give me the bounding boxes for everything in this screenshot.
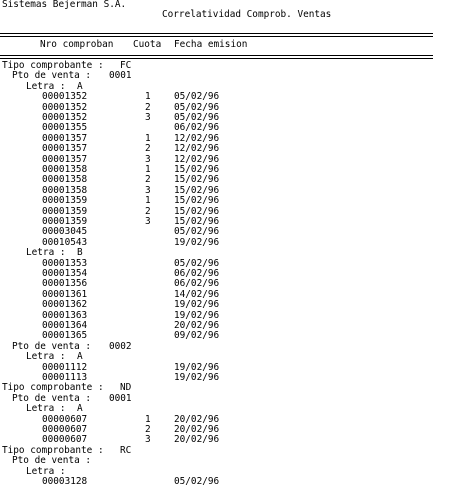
nro-comprobante-cell: 00001352: [42, 112, 88, 123]
fecha-emision-cell: 15/02/96: [174, 195, 220, 207]
letra-label: Letra :: [26, 403, 66, 415]
nro-comprobante-cell: 00001352: [42, 101, 88, 113]
nro-comprobante-cell: 00000607: [42, 434, 88, 446]
cuota-cell: 2: [145, 174, 151, 186]
column-header-nro: Nro comproban: [40, 39, 114, 50]
report-title: Correlatividad Comprob. Ventas: [162, 9, 332, 20]
cuota-cell: 1: [145, 91, 151, 103]
cuota-cell: 1: [145, 132, 151, 144]
fecha-emision-cell: 06/02/96: [174, 268, 220, 279]
fecha-emision-cell: 15/02/96: [174, 174, 220, 186]
fecha-emision-cell: 14/02/96: [174, 288, 220, 300]
fecha-emision-cell: 06/02/96: [174, 278, 220, 290]
pto-venta-label: Pto de venta :: [12, 392, 92, 404]
header-rule-bottom-2: [0, 58, 433, 59]
nro-comprobante-cell: 00001355: [42, 122, 88, 134]
nro-comprobante-cell: 00003128: [42, 476, 88, 487]
nro-comprobante-cell: 00001362: [42, 299, 88, 311]
fecha-emision-cell: 12/02/96: [174, 143, 220, 155]
letra-label: Letra :: [26, 247, 66, 259]
nro-comprobante-cell: 00001112: [42, 361, 88, 373]
nro-comprobante-cell: 00001354: [42, 268, 88, 279]
fecha-emision-cell: 15/02/96: [174, 216, 220, 227]
nro-comprobante-cell: 00001357: [42, 153, 88, 165]
cuota-cell: 2: [145, 424, 151, 435]
nro-comprobante-cell: 00001358: [42, 164, 88, 175]
letra-label: Letra :: [26, 80, 66, 92]
header-rule-top: [0, 33, 433, 34]
column-header-cuota: Cuota: [133, 39, 162, 50]
nro-comprobante-cell: 00000607: [42, 413, 88, 425]
cuota-cell: 2: [145, 205, 151, 217]
nro-comprobante-cell: 00001358: [42, 184, 88, 196]
cuota-cell: 3: [145, 112, 151, 123]
cuota-cell: 1: [145, 195, 151, 207]
nro-comprobante-cell: 00001357: [42, 143, 88, 155]
fecha-emision-cell: 05/02/96: [174, 91, 220, 103]
fecha-emision-cell: 05/02/96: [174, 112, 220, 123]
fecha-emision-cell: 19/02/96: [174, 309, 220, 321]
nro-comprobante-cell: 00001359: [42, 216, 88, 227]
nro-comprobante-cell: 00001361: [42, 288, 88, 300]
cuota-cell: 2: [145, 143, 151, 155]
nro-comprobante-cell: 00001357: [42, 132, 88, 144]
header-rule-bottom: [0, 55, 433, 56]
tipo-comprobante-value: FC: [120, 60, 132, 71]
tipo-comprobante-value: ND: [120, 382, 132, 394]
fecha-emision-cell: 12/02/96: [174, 132, 220, 144]
nro-comprobante-cell: 00001352: [42, 91, 88, 103]
nro-comprobante-cell: 00001359: [42, 195, 88, 207]
pto-venta-label: Pto de venta :: [12, 455, 92, 467]
nro-comprobante-cell: 00001356: [42, 278, 88, 290]
fecha-emision-cell: 15/02/96: [174, 205, 220, 217]
nro-comprobante-cell: 00000607: [42, 424, 88, 435]
pto-venta-value: 0001: [109, 70, 132, 82]
letra-label: Letra :: [26, 351, 66, 363]
fecha-emision-cell: 05/02/96: [174, 101, 220, 113]
nro-comprobante-cell: 00001364: [42, 320, 88, 331]
fecha-emision-cell: 05/02/96: [174, 226, 220, 238]
letra-value: A: [77, 403, 83, 415]
fecha-emision-cell: 20/02/96: [174, 434, 220, 446]
tipo-comprobante-label: Tipo comprobante :: [2, 444, 104, 456]
letra-label: Letra :: [26, 465, 66, 477]
fecha-emision-cell: 15/02/96: [174, 184, 220, 196]
nro-comprobante-cell: 00003045: [42, 226, 88, 238]
pto-venta-value: 0002: [109, 340, 132, 352]
nro-comprobante-cell: 00001365: [42, 330, 88, 342]
nro-comprobante-cell: 00001363: [42, 309, 88, 321]
column-header-fecha: Fecha emision: [174, 39, 248, 50]
tipo-comprobante-label: Tipo comprobante :: [2, 60, 104, 71]
letra-value: A: [77, 80, 83, 92]
company-name: Sistemas Bejerman S.A.: [2, 0, 127, 10]
fecha-emision-cell: 20/02/96: [174, 424, 220, 435]
fecha-emision-cell: 19/02/96: [174, 361, 220, 373]
fecha-emision-cell: 20/02/96: [174, 413, 220, 425]
pto-venta-label: Pto de venta :: [12, 70, 92, 82]
pto-venta-label: Pto de venta :: [12, 340, 92, 352]
fecha-emision-cell: 15/02/96: [174, 164, 220, 175]
tipo-comprobante-value: RC: [120, 444, 132, 456]
nro-comprobante-cell: 00001358: [42, 174, 88, 186]
cuota-cell: 3: [145, 184, 151, 196]
tipo-comprobante-label: Tipo comprobante :: [2, 382, 104, 394]
nro-comprobante-cell: 00001353: [42, 257, 88, 269]
fecha-emision-cell: 05/02/96: [174, 257, 220, 269]
fecha-emision-cell: 12/02/96: [174, 153, 220, 165]
pto-venta-value: 0001: [109, 392, 132, 404]
header-rule-top-2: [0, 36, 433, 37]
nro-comprobante-cell: 00010543: [42, 236, 88, 248]
nro-comprobante-cell: 00001113: [42, 372, 88, 383]
nro-comprobante-cell: 00001359: [42, 205, 88, 217]
fecha-emision-cell: 19/02/96: [174, 236, 220, 248]
cuota-cell: 1: [145, 413, 151, 425]
fecha-emision-cell: 09/02/96: [174, 330, 220, 342]
cuota-cell: 1: [145, 164, 151, 175]
letra-value: A: [77, 351, 83, 363]
cuota-cell: 2: [145, 101, 151, 113]
fecha-emision-cell: 05/02/96: [174, 476, 220, 487]
fecha-emision-cell: 19/02/96: [174, 299, 220, 311]
letra-value: B: [77, 247, 83, 259]
fecha-emision-cell: 19/02/96: [174, 372, 220, 383]
cuota-cell: 3: [145, 153, 151, 165]
cuota-cell: 3: [145, 434, 151, 446]
cuota-cell: 3: [145, 216, 151, 227]
fecha-emision-cell: 06/02/96: [174, 122, 220, 134]
fecha-emision-cell: 20/02/96: [174, 320, 220, 331]
